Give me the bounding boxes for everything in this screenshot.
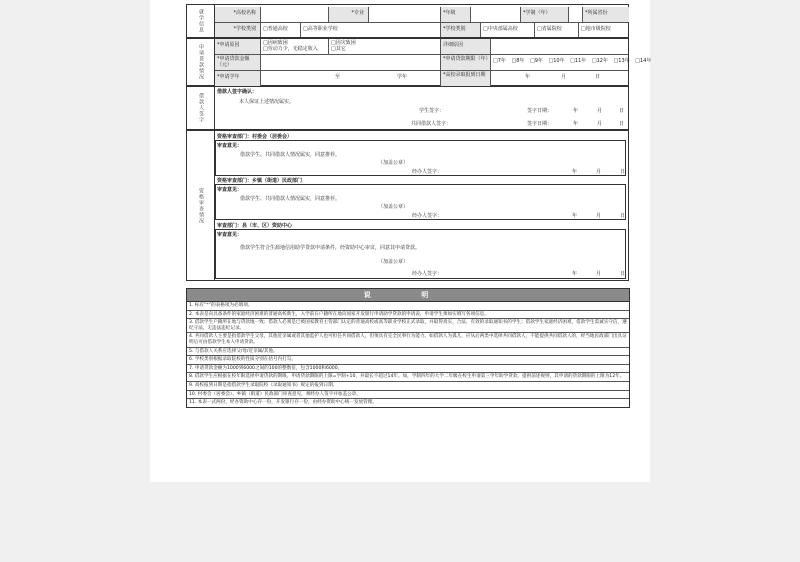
term-option-14[interactable]: □14年 (635, 58, 652, 64)
term-label: *申请贷款期限（年） (441, 55, 491, 70)
note-item: 7. 申请贷款金额为1000到6000之间的100的整数倍，包含1000和6000。 (187, 365, 629, 374)
reason-options-col2 (329, 39, 441, 54)
term-option-7[interactable]: □7年 (493, 58, 506, 64)
review-year-2: 年 (572, 213, 578, 219)
term-options (491, 55, 652, 70)
student-sign-year: 年 (573, 108, 579, 114)
type-option-2[interactable]: □高等职业学校 (301, 23, 441, 37)
degree-field[interactable] (569, 7, 583, 22)
review-month-2: 月 (596, 213, 602, 219)
enroll-day-unit: 日 (595, 74, 601, 80)
co-sign-year: 年 (573, 121, 579, 127)
co-sign-day: 日 (619, 121, 625, 127)
co-sign-month: 月 (597, 121, 603, 127)
province-label: *所属省份 (583, 7, 629, 22)
school-name-field[interactable] (261, 7, 329, 22)
review-month-1: 月 (596, 169, 602, 175)
grade-label: *年级 (441, 7, 471, 22)
section-label-loan: 申请贷款情况 (187, 39, 215, 85)
reason-options-col1 (261, 39, 329, 54)
section-label-signature: 借款人签字 (187, 87, 215, 129)
reason-label: *申请原因 (215, 39, 261, 54)
school-name-label: *高校名称 (215, 7, 261, 22)
section-label-student: 就学信息 (187, 5, 215, 37)
review-box-1 (215, 140, 626, 176)
term-option-9[interactable]: □9年 (530, 58, 543, 64)
year-row (215, 71, 628, 87)
school-category-label: *学校类别 (441, 23, 481, 37)
review-agent-1: 经办人签字： (412, 169, 443, 175)
review-dept-2: 资格审查部门：乡镇（街道）民政部门 (217, 178, 303, 184)
review-year-3: 年 (572, 271, 578, 277)
category-option-3[interactable]: □地市级院校 (581, 26, 611, 32)
reason-option-2[interactable]: □因灾致困 (331, 40, 356, 46)
review-year-1: 年 (572, 169, 578, 175)
year-label: *申请学年 (215, 71, 261, 87)
review-section (186, 130, 629, 281)
category-option-1[interactable]: □中央部属高校 (481, 23, 535, 37)
promise-title: 借款人签字确认： (217, 89, 258, 95)
major-field[interactable] (369, 7, 441, 22)
degree-label: *学制（年） (521, 7, 569, 22)
signature-section (186, 86, 629, 130)
co-sign-date-label: 签字日期： (527, 121, 553, 127)
notes-title: 说 明 (187, 289, 629, 302)
enroll-month-unit: 月 (561, 74, 567, 80)
term-option-10[interactable]: □10年 (548, 58, 565, 64)
loan-info-section (186, 38, 652, 86)
amount-label: *申请贷款金额（元） (215, 55, 261, 70)
type-option-1[interactable]: □普通高校 (261, 23, 301, 37)
student-info-section (186, 4, 629, 38)
review-box-3 (215, 229, 626, 279)
enroll-label: *高校录取报到日期 (441, 71, 491, 87)
review-opinion-2: 审查意见： (217, 187, 243, 193)
review-day-2: 日 (620, 213, 626, 219)
detail-label: 详细原因 (441, 39, 491, 54)
note-item: 5. 与借款人关系应选择父/母/近亲属/其他。 (187, 348, 629, 357)
reason-option-1[interactable]: □因病致困 (263, 40, 288, 46)
reason-row (215, 39, 628, 55)
notes-section (186, 288, 630, 408)
review-text-3: 借款学生符合生源地信用助学贷款申请条件，经资助中心审议，同意其申请贷款。 (240, 245, 421, 251)
review-text-2: 借款学生、共同借款人情况属实，同意推荐。 (240, 196, 341, 202)
grade-field[interactable] (471, 7, 521, 22)
student-sign-month: 月 (597, 108, 603, 114)
note-item: 8. 借款学生应根据在校年限选择申请贷款的期限，申请贷款期限的上限=学制+10，并最长不超过14年。如，学制四年的大学二年级在校生申请第三学年助学贷款，提供前述规则，其申请的贷款期限的上限为12年。 (187, 373, 629, 382)
review-opinion-3: 审查意见： (217, 232, 243, 238)
review-agent-2: 经办人签字： (412, 213, 443, 219)
note-item: 6. 学校类别根据录取院校的性质分别在括号内打勾。 (187, 356, 629, 365)
year-unit: 学年 (397, 74, 408, 80)
reason-option-3[interactable]: □劳动力少，无稳定收入 (263, 46, 318, 52)
detail-field[interactable] (491, 39, 630, 54)
student-sign-day: 日 (619, 108, 625, 114)
review-dept-3: 审查部门：县（市、区）资助中心 (217, 223, 293, 229)
note-item: 9. 高校报到日期是指借款学生录取院校《录取通知书》规定的报到日期。 (187, 382, 629, 391)
term-option-13[interactable]: □13年 (613, 58, 630, 64)
school-type-label: *学校类别 (215, 23, 261, 37)
review-day-3: 日 (620, 271, 626, 277)
application-form-page (150, 0, 650, 482)
review-stamp-1: （加盖公章） (378, 160, 409, 166)
note-item: 1. 标有“*”的表格项为必填项。 (187, 302, 629, 311)
enroll-year-unit: 年 (525, 74, 531, 80)
co-sign-label: 共同借款人签字： (411, 121, 452, 127)
note-item: 3. 借款学生户籍所在地与贷款地一致；借款人必须是已被国家教育主管部门认定的普通高校或高等职业学校正式录取，并取得真实、合法、有效的录取通知书的学生；借款学生家庭经济困难，借款学生需诚实守信，遵纪守法，无违法违纪记录。 (187, 319, 629, 333)
promise-text: 本人保证上述情况属实。 (239, 99, 295, 105)
note-item: 2. 本表是向具备条件的家庭经济困难的普通高校新生，入学前在户籍所在地向国家开发银行申请助学贷款的申请表，申请学生须如实填写各项信息。 (187, 311, 629, 320)
review-stamp-2: （加盖公章） (378, 204, 409, 210)
term-option-12[interactable]: □12年 (591, 58, 608, 64)
school-row (215, 7, 628, 23)
term-option-11[interactable]: □11年 (570, 58, 587, 64)
major-label: *专业 (329, 7, 369, 22)
review-opinion-1: 审查意见： (217, 143, 243, 149)
year-field[interactable] (261, 71, 441, 87)
review-month-3: 月 (596, 271, 602, 277)
amount-row (215, 55, 652, 71)
note-item: 11. 本表一式两份，经办资助中心存一份，开发银行存一份，由经办资助中心统一发放管理。 (189, 400, 377, 406)
note-item: 4. 共同借款人主要是指借款学生父母，其他近亲属或者其他监护人也可担任共同借款人，但须具有完全民事行为能力。如借款人为孤儿，应从后两类中选择共同借款人，不能提供共同借款人的，经当地民政部门出具证明后可由借款学生本人申请贷款。 (187, 333, 629, 347)
category-option-2[interactable]: □省属院校 (535, 23, 579, 37)
school-type-row (215, 23, 628, 37)
review-text-1: 借款学生、共同借款人情况属实，同意推荐。 (240, 152, 341, 158)
year-to: 至 (335, 74, 341, 80)
amount-field[interactable] (261, 55, 441, 70)
review-box-2 (215, 184, 626, 220)
review-stamp-3: （加盖公章） (378, 259, 409, 265)
review-agent-3: 经办人签字： (412, 271, 443, 277)
student-sign-label: 学生签字： (419, 108, 445, 114)
section-label-review: 资格审查情况 (187, 131, 215, 280)
enroll-date-field[interactable] (491, 71, 630, 87)
term-option-8[interactable]: □8年 (511, 58, 525, 64)
review-day-1: 日 (620, 169, 626, 175)
student-sign-date-label: 签字日期： (527, 108, 553, 114)
note-item: 10. 村委会（居委会）、乡镇（街道）民政部门审查意见，须经办人签字并加盖公章。 (187, 391, 629, 400)
reason-option-4[interactable]: □其它 (331, 46, 346, 52)
review-dept-1: 资格审查部门：村委会（居委会） (217, 134, 293, 140)
